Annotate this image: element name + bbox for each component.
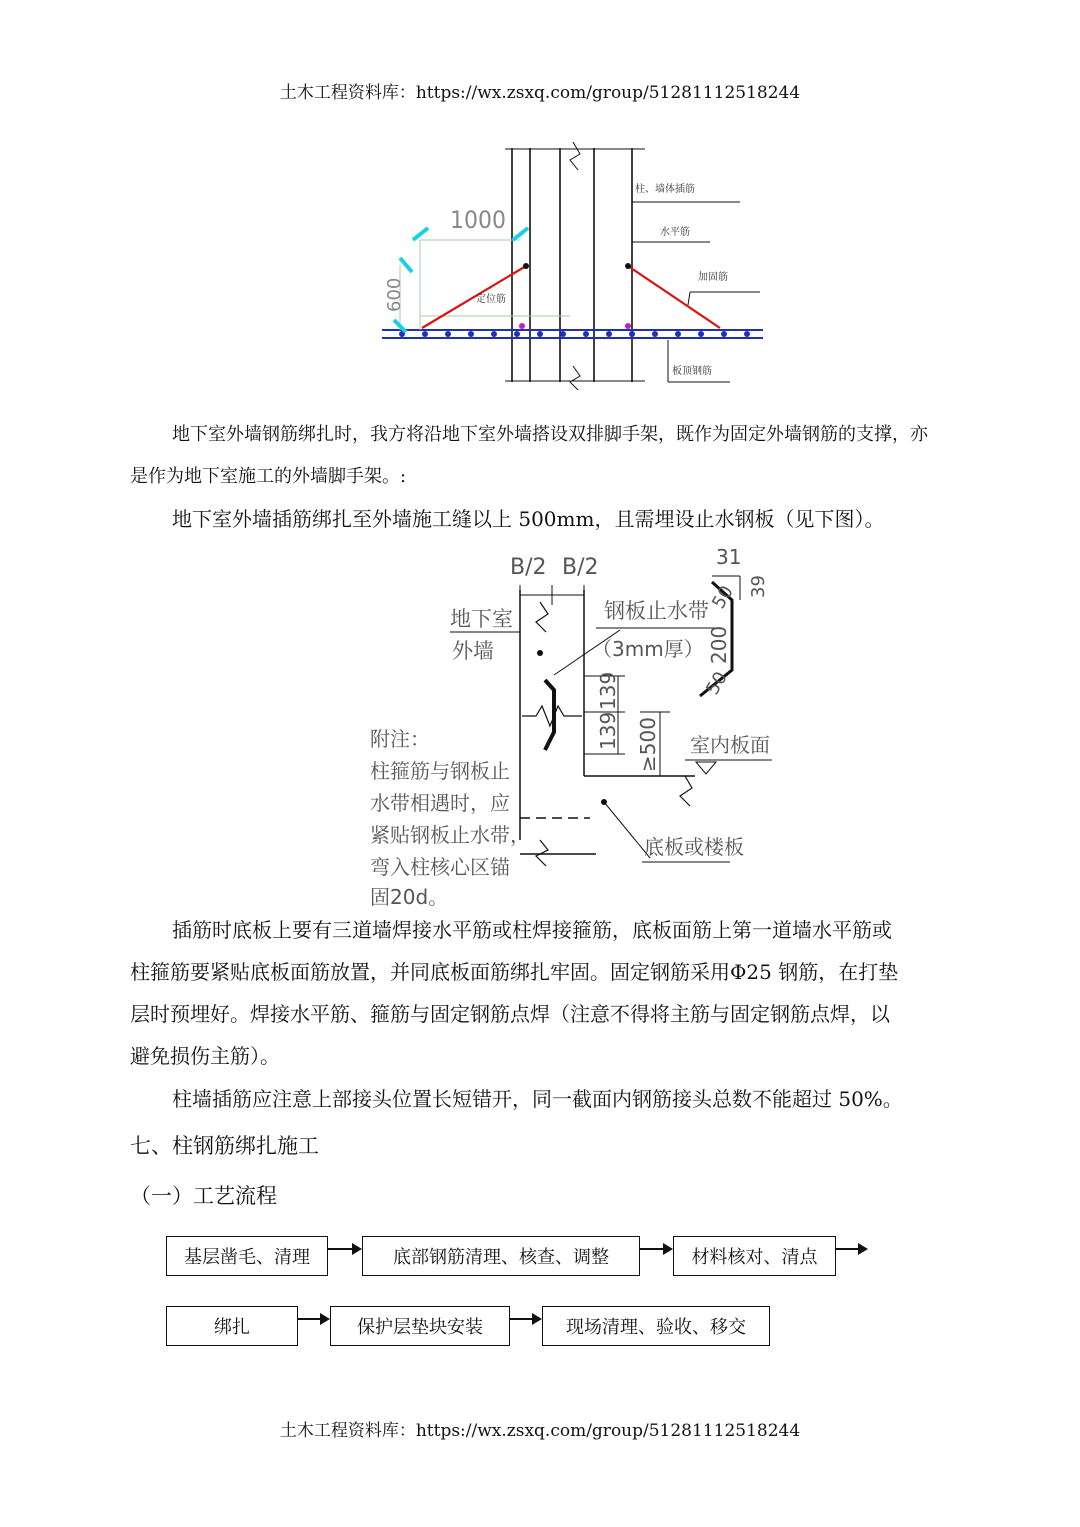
plate-label: 钢板止水带 xyxy=(604,599,709,623)
flow-arrow-1 xyxy=(328,1248,360,1250)
note-line-4: 紧贴钢板止水带， xyxy=(370,823,530,847)
label-horizontal-bar: 水平筋 xyxy=(660,227,690,238)
dim-39: 39 xyxy=(748,575,769,598)
dim-31: 31 xyxy=(716,545,742,569)
flow-arrow-4 xyxy=(298,1318,328,1320)
paragraph-1-line-1: 地下室外墙钢筋绑扎时，我方将沿地下室外墙搭设双排脚手架，既作为固定外墙钢筋的支撑，亦 xyxy=(172,424,928,445)
dim-500: ≥500 xyxy=(636,717,660,772)
floor-label: 室内板面 xyxy=(690,733,770,757)
subsection-heading: （一）工艺流程 xyxy=(130,1184,277,1208)
flow-step-5: 保护层垫块安装 xyxy=(330,1306,510,1346)
figure-2-waterstop-detail xyxy=(360,540,780,910)
flow-step-1: 基层凿毛、清理 xyxy=(166,1236,328,1276)
section-heading: 七、柱钢筋绑扎施工 xyxy=(130,1134,319,1158)
page-footer: 土木工程资料库：https://wx.zsxq.com/group/51281112518244 xyxy=(279,1421,801,1441)
flow-step-6: 现场清理、验收、移交 xyxy=(542,1306,770,1346)
paragraph-1-line-2: 是作为地下室施工的外墙脚手架。: xyxy=(130,466,407,487)
dim-50-top: 50 xyxy=(708,582,738,613)
page-header: 土木工程资料库：https://wx.zsxq.com/group/51281112518244 xyxy=(279,83,801,103)
label-column-bar: 柱、墙体插筋 xyxy=(635,184,695,195)
dim-139-b: 139 xyxy=(596,711,620,750)
label-reinforcing-bar: 加固筋 xyxy=(698,272,728,283)
figure-1-rebar-diagram xyxy=(370,140,770,390)
dim-b2-left: B/2 xyxy=(510,555,547,580)
paragraph-2: 地下室外墙插筋绑扎至外墙施工缝以上 500mm，且需埋设止水钢板（见下图）。 xyxy=(172,507,885,531)
paragraph-3-line-4: 避免损伤主筋）。 xyxy=(130,1044,280,1068)
flow-arrow-5 xyxy=(510,1318,540,1320)
flow-arrow-2 xyxy=(640,1248,671,1250)
dimension-1000: 1000 xyxy=(450,207,506,235)
dim-b2-right: B/2 xyxy=(562,555,599,580)
paragraph-3-line-3: 层时预埋好。焊接水平筋、箍筋与固定钢筋点焊（注意不得将主筋与固定钢筋点焊，以 xyxy=(130,1002,890,1026)
note-line-1: 附注： xyxy=(370,727,430,751)
label-slab-bar: 板顶钢筋 xyxy=(672,366,712,377)
flow-arrow-3 xyxy=(836,1248,866,1250)
paragraph-3-line-1: 插筋时底板上要有三道墙焊接水平筋或柱焊接箍筋，底板面筋上第一道墙水平筋或 xyxy=(172,918,892,942)
wall-label-1: 地下室 xyxy=(450,607,513,631)
flow-step-2: 底部钢筋清理、核查、调整 xyxy=(362,1236,640,1276)
label-positioning-bar: 定位筋 xyxy=(476,294,506,305)
note-line-5: 弯入柱核心区锚 xyxy=(370,855,510,879)
paragraph-4: 柱墙插筋应注意上部接头位置长短错开，同一截面内钢筋接头总数不能超过 50%。 xyxy=(172,1087,903,1111)
paragraph-3-line-2: 柱箍筋要紧贴底板面筋放置，并同底板面筋绑扎牢固。固定钢筋采用Φ25 钢筋，在打垫 xyxy=(130,960,899,984)
dim-139-a: 139 xyxy=(596,671,620,710)
flow-step-4: 绑扎 xyxy=(166,1306,298,1346)
flow-step-3: 材料核对、清点 xyxy=(673,1236,836,1276)
dim-200: 200 xyxy=(707,625,731,664)
note-line-6: 固20d。 xyxy=(370,885,449,909)
slab-label: 底板或楼板 xyxy=(644,835,744,859)
note-line-2: 柱箍筋与钢板止 xyxy=(370,759,510,783)
wall-label-2: 外墙 xyxy=(452,639,494,663)
plate-thickness: （3mm厚） xyxy=(592,637,704,661)
dimension-600: 600 xyxy=(384,277,405,312)
note-line-3: 水带相遇时，应 xyxy=(370,791,510,815)
dim-50-bottom: 50 xyxy=(702,668,732,699)
